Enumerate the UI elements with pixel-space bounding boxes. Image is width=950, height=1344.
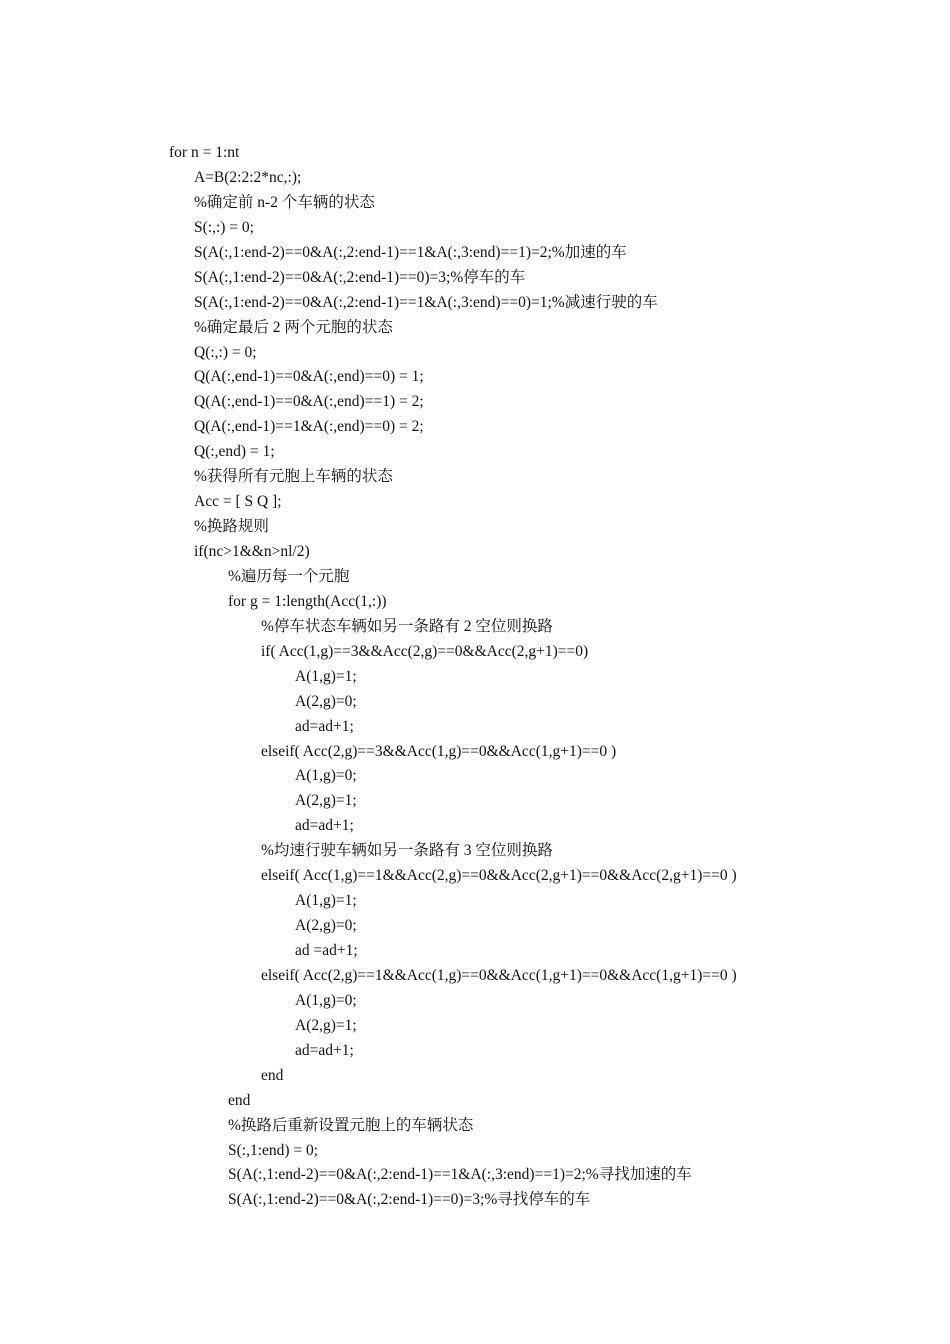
- code-line: A(1,g)=1;: [295, 892, 357, 910]
- code-line: end: [228, 1091, 251, 1109]
- code-line: S(A(:,1:end-2)==0&A(:,2:end-1)==0)=3;%寻找停车的车: [228, 1191, 591, 1209]
- code-line: Q(:,:) = 0;: [194, 343, 257, 361]
- code-line: A(2,g)=1;: [295, 1016, 357, 1034]
- code-line: ad =ad+1;: [295, 942, 358, 959]
- code-line: A=B(2:2:2*nc,:);: [194, 168, 302, 186]
- code-line: S(:,:) = 0;: [194, 218, 254, 236]
- code-line: ad=ad+1;: [295, 1041, 354, 1059]
- code-line: %均速行驶车辆如另一条路有 3 空位则换路: [261, 842, 553, 860]
- code-line: A(2,g)=0;: [295, 917, 357, 935]
- code-line: %获得所有元胞上车辆的状态: [194, 468, 393, 486]
- code-line: %停车状态车辆如另一条路有 2 空位则换路: [261, 617, 553, 635]
- code-line: A(1,g)=0;: [295, 767, 357, 785]
- code-line: A(1,g)=0;: [295, 991, 357, 1009]
- code-line: %确定最后 2 两个元胞的状态: [194, 318, 393, 336]
- code-line: elseif( Acc(2,g)==3&&Acc(1,g)==0&&Acc(1,g+1)==0 ): [261, 742, 617, 760]
- code-line: %换路后重新设置元胞上的车辆状态: [228, 1116, 474, 1134]
- code-line: A(1,g)=1;: [295, 667, 357, 685]
- code-line: for g = 1:length(Acc(1,:)): [228, 592, 387, 610]
- code-line: S(:,1:end) = 0;: [228, 1141, 319, 1159]
- code-line: elseif( Acc(2,g)==1&&Acc(1,g)==0&&Acc(1,g+1)==0&&Acc(1,g+1)==0 ): [261, 966, 737, 984]
- code-line: S(A(:,1:end-2)==0&A(:,2:end-1)==1&A(:,3:end)==0)=1;%减速行驶的车: [194, 293, 658, 311]
- code-line: if( Acc(1,g)==3&&Acc(2,g)==0&&Acc(2,g+1)==0): [261, 642, 589, 660]
- code-line: A(2,g)=0;: [295, 692, 357, 710]
- code-listing: [169, 141, 889, 1213]
- code-line: %遍历每一个元胞: [228, 567, 350, 585]
- code-line: Q(A(:,end-1)==0&A(:,end)==0) = 1;: [194, 368, 424, 386]
- code-line: S(A(:,1:end-2)==0&A(:,2:end-1)==1&A(:,3:end)==1)=2;%加速的车: [194, 243, 627, 261]
- code-line: Acc = [ S Q ];: [194, 493, 282, 511]
- code-line: elseif( Acc(1,g)==1&&Acc(2,g)==0&&Acc(2,g+1)==0&&Acc(2,g+1)==0 ): [261, 867, 737, 885]
- code-line: Q(:,end) = 1;: [194, 443, 275, 461]
- code-line: S(A(:,1:end-2)==0&A(:,2:end-1)==0)=3;%停车的车: [194, 268, 526, 286]
- code-line: if(nc>1&&n>nl/2): [194, 543, 310, 560]
- code-line: S(A(:,1:end-2)==0&A(:,2:end-1)==1&A(:,3:end)==1)=2;%寻找加速的车: [228, 1166, 692, 1184]
- code-line: %确定前 n-2 个车辆的状态: [194, 193, 375, 211]
- code-line: end: [261, 1066, 284, 1084]
- code-line: Q(A(:,end-1)==1&A(:,end)==0) = 2;: [194, 418, 424, 436]
- code-line: ad=ad+1;: [295, 817, 354, 835]
- code-line: ad=ad+1;: [295, 717, 354, 735]
- code-line: %换路规则: [194, 518, 269, 536]
- code-line: A(2,g)=1;: [295, 792, 357, 810]
- code-line: for n = 1:nt: [169, 144, 240, 161]
- code-line: Q(A(:,end-1)==0&A(:,end)==1) = 2;: [194, 393, 424, 411]
